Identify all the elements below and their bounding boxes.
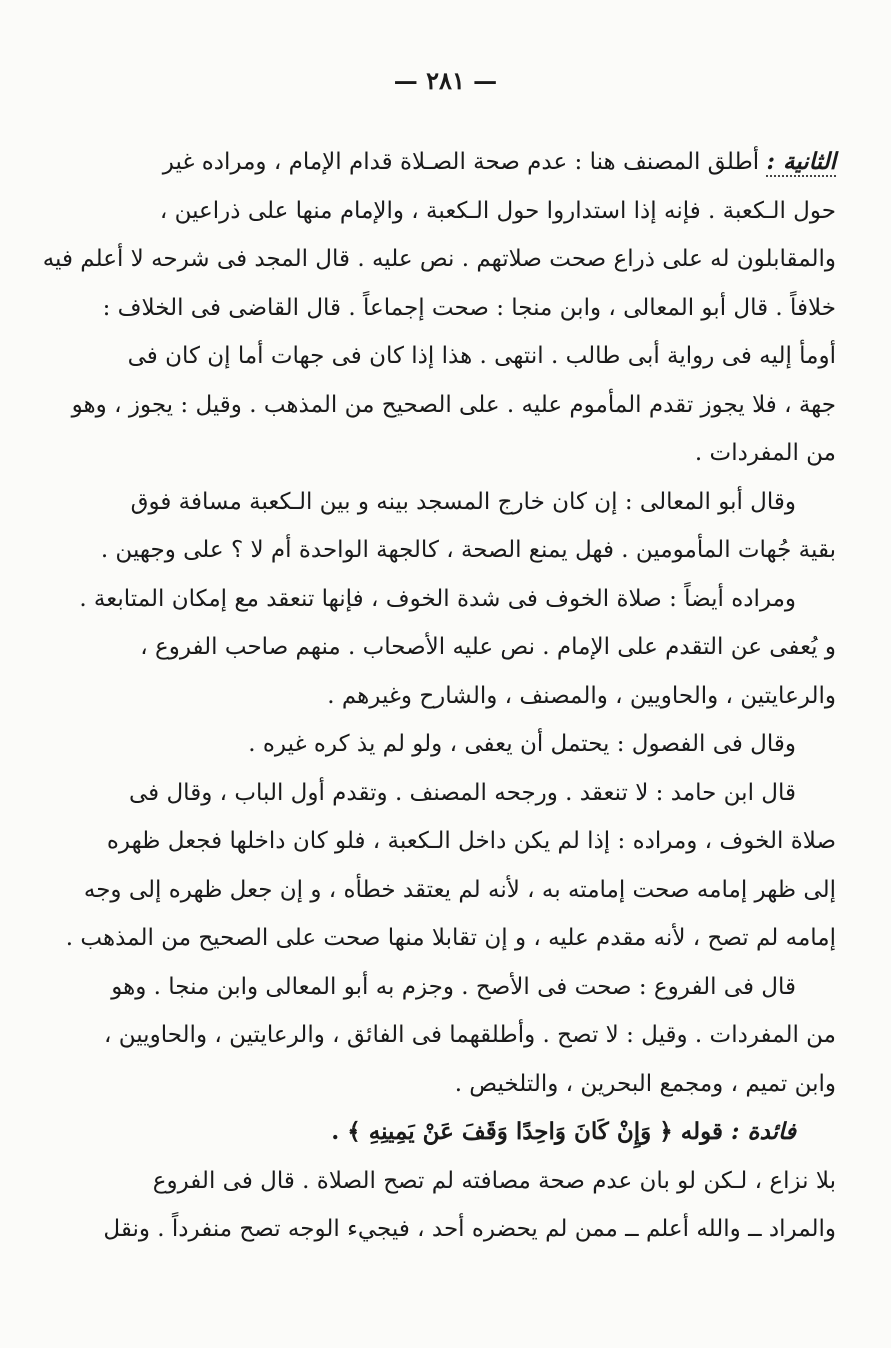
text-line: والمقابلون له على ذراع صحت صلاتهم . نص عليه . قال المجد فى شرحه لا أعلم فيه bbox=[42, 246, 836, 272]
page-number: — ٢٨١ — bbox=[393, 66, 498, 95]
body-text bbox=[42, 138, 836, 1254]
text-line: وقال أبو المعالى : إن كان خارج المسجد بينه و بين الـكعبة مسافة فوق bbox=[130, 488, 796, 515]
text-line: قال فى الفروع : صحت فى الأصح . وجزم به أبو المعالى وابن منجا . وهو bbox=[111, 973, 796, 1000]
text-line: بلا نزاع ، لـكن لو بان عدم صحة مصافته لم تصح الصلاة . قال فى الفروع bbox=[152, 1167, 836, 1194]
text-line: وابن تميم ، ومجمع البحرين ، والتلخيص . bbox=[454, 1070, 836, 1097]
text-line: وقال فى الفصول : يحتمل أن يعفى ، ولو لم يذ كره غيره . bbox=[248, 731, 796, 757]
text-line: ومراده أيضاً : صلاة الخوف فى شدة الخوف ، فإنها تنعقد مع إمكان المتابعة . bbox=[79, 585, 796, 612]
text-line: إلى ظهر إمامه صحت إمامته به ، لأنه لم يعتقد خطأه ، و إن جعل ظهره إلى وجه bbox=[83, 876, 836, 903]
text-line: من المفردات . وقيل : لا تصح . وأطلقهما فى الفائق ، والرعايتين ، والحاويين ، bbox=[104, 1022, 836, 1048]
text-line: صلاة الخوف ، ومراده : إذا لم يكن داخل الـكعبة ، فلو كان داخلها فجعل ظهره bbox=[106, 828, 836, 854]
text-line: جهة ، فلا يجوز تقدم المأموم عليه . على الصحيح من المذهب . وقيل : يجوز ، وهو bbox=[71, 391, 836, 418]
text-line: قال ابن حامد : لا تنعقد . ورجحه المصنف . وتقدم أول الباب ، وقال فى bbox=[129, 779, 796, 806]
text-line: حول الـكعبة . فإنه إذا استداروا حول الـكعبة ، والإمام منها على ذراعين ، bbox=[159, 197, 836, 224]
text-line: أومأ إليه فى رواية أبى طالب . انتهى . هذا إذا كان فى جهات أما إن كان فى bbox=[127, 343, 836, 369]
text-line: والمراد ــ والله أعلم ــ ممن لم يحضره أحد ، فيجيء الوجه تصح منفرداً . ونقل bbox=[103, 1216, 836, 1242]
text-line: بقية جُهات المأمومين . فهل يمنع الصحة ، كالجهة الواحدة أم لا ؟ على وجهين . bbox=[100, 537, 836, 563]
line-text: أطلق المصنف هنا : عدم صحة الصـلاة قدام الإمام ، ومراده غير bbox=[162, 149, 767, 175]
section-lead: الثانية : bbox=[766, 148, 836, 175]
quoted-verse: قوله ﴿ وَإِنْ كَانَ وَاحِدًا وَقَفَ عَنْ يَمِينِهِ ﴾ . bbox=[331, 1118, 731, 1145]
text-line: إمامه لم تصح ، لأنه مقدم عليه ، و إن تقابلا منها صحت على الصحيح من المذهب . bbox=[65, 925, 836, 951]
text-line bbox=[150, 138, 836, 187]
text-line: والرعايتين ، والحاويين ، والمصنف ، والشارح وغيرهم . bbox=[327, 682, 836, 709]
benefit-lead: فائدة : bbox=[730, 1118, 796, 1145]
text-line: و يُعفى عن التقدم على الإمام . نص عليه الأصحاب . منهم صاحب الفروع ، bbox=[140, 634, 836, 660]
text-line: من المفردات . bbox=[694, 440, 836, 466]
text-line: خلافاً . قال أبو المعالى ، وابن منجا : صحت إجماعاً . قال القاضى فى الخلاف : bbox=[102, 294, 836, 321]
text-line bbox=[150, 1108, 836, 1157]
